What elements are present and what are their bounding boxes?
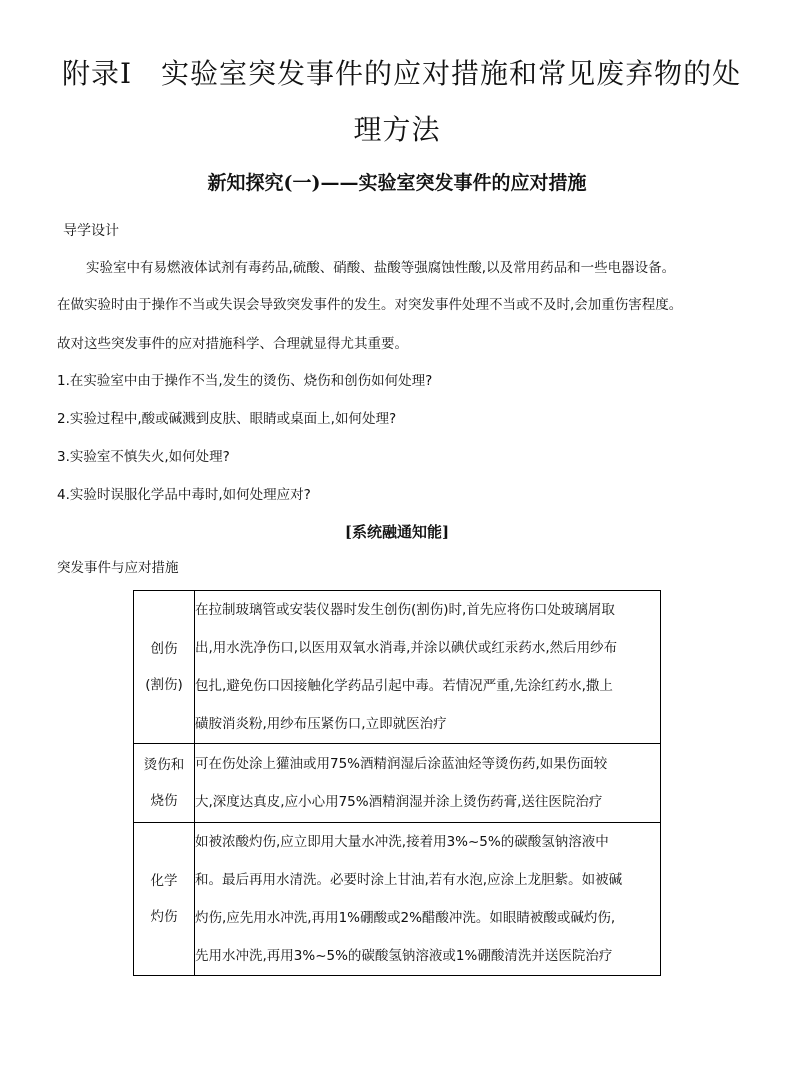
row-label-line: 灼伤 xyxy=(150,909,178,925)
table-row xyxy=(134,591,661,744)
guide-paragraph-line-3: 故对这些突发事件的应对措施科学、合理就显得尤其重要。 xyxy=(57,336,408,352)
question-4: 4.实验时误服化学品中毒时,如何处理应对? xyxy=(57,487,311,503)
table-caption: 突发事件与应对措施 xyxy=(57,560,179,576)
system-heading: [系统融通知能] xyxy=(344,523,450,541)
question-1: 1.在实验室中由于操作不当,发生的烫伤、烧伤和创伤如何处理? xyxy=(57,373,433,389)
row-content-cut xyxy=(195,591,661,744)
row-label-line: 烫伤和 xyxy=(143,757,185,773)
content-line: 大,深度达真皮,应小心用75%酒精润湿并涂上烫伤药膏,送往医院治疗 xyxy=(195,794,603,810)
row-label-line: 化学 xyxy=(150,873,178,889)
row-label-cut xyxy=(134,591,195,744)
row-label-burn xyxy=(134,744,195,823)
content-line: 磺胺消炎粉,用纱布压紧伤口,立即就医治疗 xyxy=(195,716,447,732)
content-line: 出,用水洗净伤口,以医用双氧水消毒,并涂以碘伏或红汞药水,然后用纱布 xyxy=(195,640,618,656)
row-content-chemical xyxy=(195,823,661,976)
guide-paragraph-line-2: 在做实验时由于操作不当或失误会导致突发事件的发生。对突发事件处理不当或不及时,会加重伤害程度。 xyxy=(57,297,683,313)
row-label-chemical xyxy=(134,823,195,976)
row-label-line: 烧伤 xyxy=(150,793,178,809)
guide-heading: 导学设计 xyxy=(63,223,119,239)
row-label-line: 创伤 xyxy=(150,641,178,657)
guide-paragraph-line-1: 实验室中有易燃液体试剂有毒药品,硫酸、硝酸、盐酸等强腐蚀性酸,以及常用药品和一些电器设备。 xyxy=(86,260,676,276)
emergency-measures-table xyxy=(133,590,661,976)
section-title: 新知探究(一)——实验室突发事件的应对措施 xyxy=(207,172,587,194)
table-row xyxy=(134,823,661,976)
row-label-line: (割伤) xyxy=(145,677,183,693)
row-content-burn xyxy=(195,744,661,823)
content-line: 可在伤处涂上獾油或用75%酒精润湿后涂蓝油烃等烫伤药,如果伤面较 xyxy=(195,756,608,772)
page-title-line2: 理方法 xyxy=(353,113,441,146)
content-line: 包扎,避免伤口因接触化学药品引起中毒。若情况严重,先涂红药水,撒上 xyxy=(195,678,613,694)
table-row xyxy=(134,744,661,823)
question-2: 2.实验过程中,酸或碱溅到皮肤、眼睛或桌面上,如何处理? xyxy=(57,411,397,427)
content-line: 如被浓酸灼伤,应立即用大量水冲洗,接着用3%~5%的碳酸氢钠溶液中 xyxy=(195,834,609,850)
content-line: 和。最后再用水清洗。必要时涂上甘油,若有水泡,应涂上龙胆紫。如被碱 xyxy=(195,872,623,888)
content-line: 灼伤,应先用水冲洗,再用1%硼酸或2%醋酸冲洗。如眼睛被酸或碱灼伤, xyxy=(195,910,616,926)
content-line: 在拉制玻璃管或安装仪器时发生创伤(割伤)时,首先应将伤口处玻璃屑取 xyxy=(195,602,615,618)
content-line: 先用水冲洗,再用3%~5%的碳酸氢钠溶液或1%硼酸清洗并送医院治疗 xyxy=(195,948,613,964)
question-3: 3.实验室不慎失火,如何处理? xyxy=(57,449,230,465)
page-title-line1: 附录Ⅰ 实验室突发事件的应对措施和常见废弃物的处 xyxy=(62,57,742,90)
